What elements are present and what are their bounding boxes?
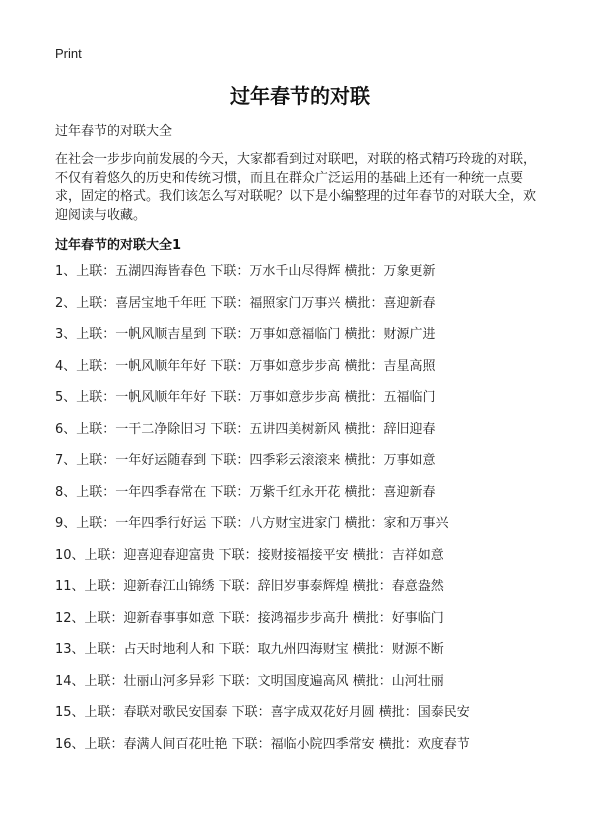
couplet-item: 13、上联：占天时地利人和 下联：取九州四海财宝 横批：财源不断	[55, 642, 444, 657]
couplet-item: 6、上联：一干二净除旧习 下联：五讲四美树新风 横批：辞旧迎春	[55, 421, 436, 437]
couplet-item: 11、上联：迎新春江山锦绣 下联：辞旧岁事泰辉煌 横批：春意盎然	[55, 579, 444, 594]
couplet-item: 8、上联：一年四季春常在 下联：万紫千红永开花 横批：喜迎新春	[55, 484, 436, 500]
print-link[interactable]: Print	[55, 46, 82, 61]
couplet-item: 14、上联：壮丽山河多异彩 下联：文明国度遍高风 横批：山河壮丽	[55, 673, 444, 689]
couplet-item: 1、上联：五湖四海皆春色 下联：万水千山尽得辉 横批：万象更新	[55, 264, 436, 279]
couplet-item: 12、上联：迎新春事事如意 下联：接鸿福步步高升 横批：好事临门	[55, 610, 444, 626]
subtitle: 过年春节的对联大全	[55, 124, 173, 139]
page-title: 过年春节的对联	[230, 84, 370, 108]
couplet-item: 5、上联：一帆风顺年年好 下联：万事如意步步高 横批：五福临门	[55, 390, 436, 405]
couplet-item: 16、上联：春满人间百花吐艳 下联：福临小院四季常安 横批：欢度春节	[55, 736, 470, 752]
couplet-item: 3、上联：一帆风顺吉星到 下联：万事如意福临门 横批：财源广进	[55, 327, 436, 342]
couplet-item: 9、上联：一年四季行好运 下联：八方财宝进家门 横批：家和万事兴	[55, 516, 449, 531]
couplet-list	[55, 262, 470, 766]
couplet-item: 4、上联：一帆风顺年年好 下联：万事如意步步高 横批：吉星高照	[55, 358, 436, 374]
couplet-item: 7、上联：一年好运随春到 下联：四季彩云滚滚来 横批：万事如意	[55, 453, 436, 468]
intro-paragraph: 在社会一步步向前发展的今天，大家都看到过对联吧，对联的格式精巧玲珑的对联，不仅有着悠久的历史和传统习惯，而且在群众广泛运用的基础上还有一种统一点要求，固定的格式。我们该怎么写对联呢？以下是小编整理的过年春节的对联大全，欢迎阅读与收藏。	[55, 152, 537, 223]
couplet-item: 2、上联：喜居宝地千年旺 下联：福照家门万事兴 横批：喜迎新春	[55, 295, 436, 311]
couplet-item: 10、上联：迎喜迎春迎富贵 下联：接财接福接平安 横批：吉祥如意	[55, 547, 444, 563]
section-heading: 过年春节的对联大全1	[55, 238, 182, 253]
couplet-item: 15、上联：春联对歌民安国泰 下联：喜字成双花好月圆 横批：国泰民安	[55, 705, 470, 720]
